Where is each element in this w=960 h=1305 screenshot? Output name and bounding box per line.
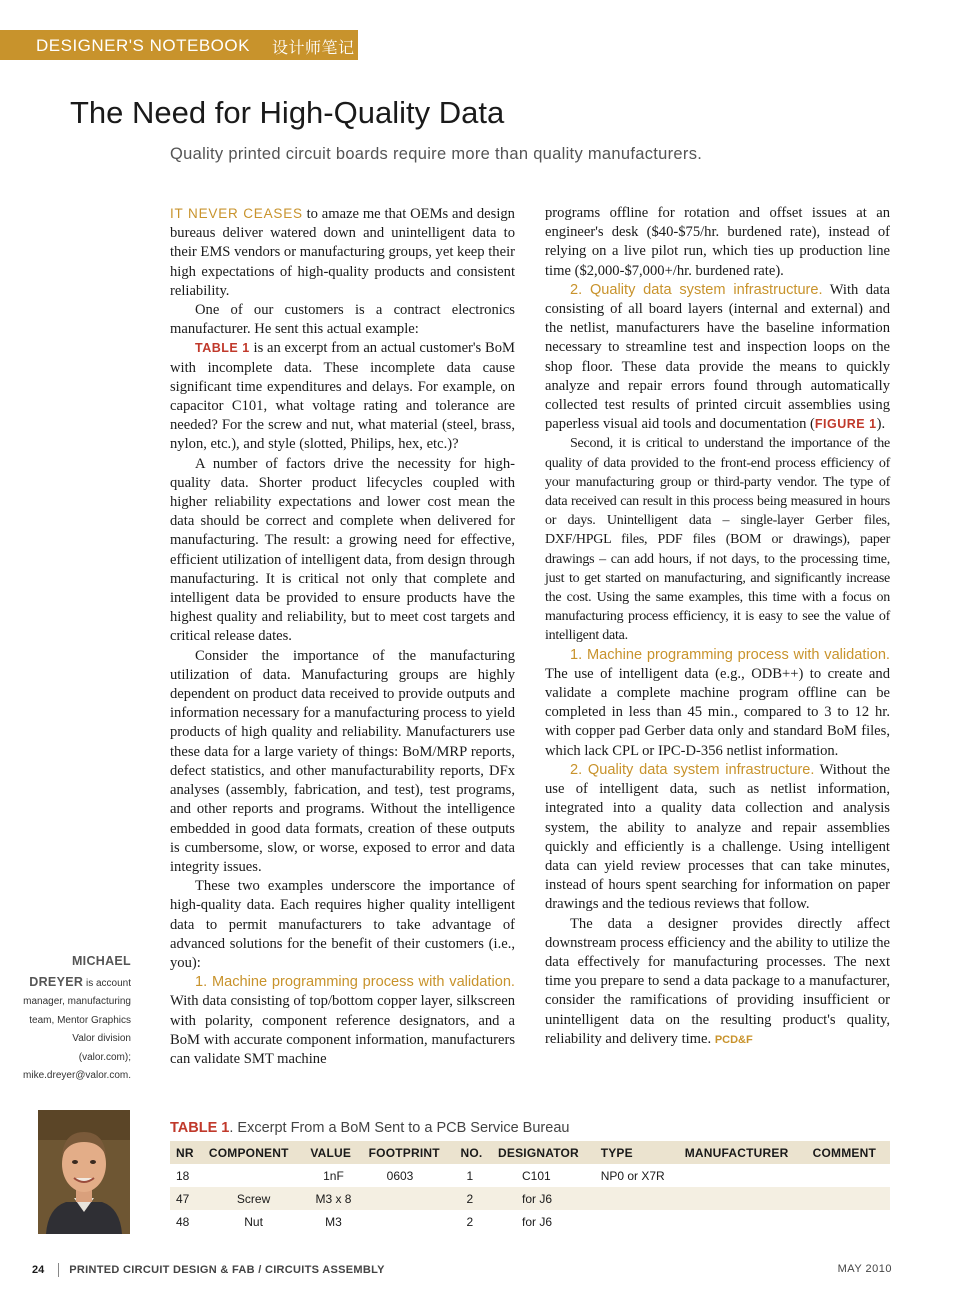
paragraph: The data a designer provides directly affect downstream process efficiency and the ability to utilize the data effectively for manufacturing processes. The next time you prepare to send a data package to a manufacturer, consider the ramifications of providing insufficient or unintelligent data on the resulting product's quality, reliability and delivery time. PCD&F xyxy=(545,915,890,1047)
column-header: NR xyxy=(170,1141,203,1164)
column-header: FOOTPRINT xyxy=(363,1141,455,1164)
table-cell xyxy=(807,1187,890,1210)
issue-date: MAY 2010 xyxy=(837,1263,892,1275)
table-caption: TABLE 1. Excerpt From a BoM Sent to a PCB Service Bureau xyxy=(170,1120,570,1136)
table-cell: M3 xyxy=(325,1214,342,1229)
table-cell: Nut xyxy=(244,1214,263,1229)
table-cell: 0603 xyxy=(386,1168,414,1183)
paragraph: programs offline for rotation and offset issues at an engineer's desk ($40-$75/hr. burdened rate), instead of relying on a live pilot run, which ties up production line time ($2,000-$7,000+/hr. burdened rate). xyxy=(545,205,890,279)
publication-name: PRINTED CIRCUIT DESIGN & FAB / CIRCUITS ASSEMBLY xyxy=(69,1263,385,1276)
table-cell xyxy=(203,1164,304,1187)
author-portrait-image xyxy=(38,1110,130,1234)
table-reference: TABLE 1 xyxy=(195,341,250,356)
table-cell xyxy=(679,1164,807,1187)
column-header: DESIGNATOR xyxy=(492,1141,595,1164)
table-cell xyxy=(679,1210,807,1233)
table-cell: NP0 or X7R xyxy=(600,1168,665,1183)
author-bio: MICHAEL DREYER is account manager, manufacturing team, Mentor Graphics Valor division (valor.com); mike.dreyer@valor.com. xyxy=(23,954,131,1081)
lead-in: IT NEVER CEASES xyxy=(170,206,303,221)
table-cell: M3 x 8 xyxy=(304,1187,362,1210)
paragraph: A number of factors drive the necessity for high-quality data. Shorter product lifecycles coupled with higher reliability expectations and lower cost mean the data should be correct and complete when delivered for manufacturing. The result: a growing need for effective, efficient utilization of intelligent data, from design through manufacturing. It is critical not only that complete and intelligent data be provided to ensure products have the highest quality and reliability, but to meet cost targets and critical release dates. xyxy=(170,455,515,645)
table-cell: 18 xyxy=(176,1168,190,1183)
paragraph: 1. Machine programming process with validation. The use of intelligent data (e.g., ODB++) to create and validate a complete machine program offline can be completed in less than 45 min., compared to 3 to 12 hr. with copper pad Gerber data only and standard BoM files, which lack CPL or IPC-D-356 netlist information. xyxy=(545,646,890,759)
figure-reference: FIGURE 1 xyxy=(814,417,877,432)
subhead: 1. Machine programming process with validation. xyxy=(195,974,515,991)
article-column-1 xyxy=(170,204,515,1069)
paragraph: 1. Machine programming process with validation. With data consisting of top/bottom copper layer, silkscreen with polarity, component reference designators, and a BoM with accurate component information, manufacturers can validate SMT machine xyxy=(170,974,515,1067)
footer-divider xyxy=(58,1263,59,1277)
table-cell xyxy=(807,1210,890,1233)
column-header: NO. xyxy=(455,1141,493,1164)
table-header-row xyxy=(170,1141,890,1164)
subhead: 2. Quality data system infrastructure. xyxy=(570,761,815,778)
table-cell xyxy=(363,1210,455,1233)
page-footer xyxy=(32,1263,892,1277)
column-header: MANUFACTURER xyxy=(679,1141,807,1164)
article-title: The Need for High-Quality Data xyxy=(70,95,505,130)
column-header: COMPONENT xyxy=(203,1141,304,1164)
paragraph: Second, it is critical to understand the importance of the quality of data provided to the front-end process efficiency of your manufacturing group or third-party vendor. The type of data received can result in this process being measured in hours or days. Unintelligent data – single-layer Gerber files, DXF/HPGL files, PDF files (BOM or drawings), paper drawings – can add hours, if not days, to the processing time, just to get started on manufacturing, and significantly increase the cost. Using the same examples, this time with a focus on manufacturing process efficiency, it is easy to see the value of intelligent data. xyxy=(545,436,890,644)
subhead: 2. Quality data system infrastructure. xyxy=(570,281,823,298)
table-row xyxy=(170,1210,890,1233)
table-cell: 48 xyxy=(176,1214,190,1229)
article-subtitle: Quality printed circuit boards require more than quality manufacturers. xyxy=(170,145,703,163)
column-header: VALUE xyxy=(304,1141,362,1164)
end-mark: PCD&F xyxy=(714,1033,753,1046)
article-column-2 xyxy=(545,204,890,1050)
table-cell xyxy=(807,1164,890,1187)
paragraph: TABLE 1 is an excerpt from an actual customer's BoM with incomplete data. These incomplete data cause significant time expenditures and delays. For example, on capacitor C101, what voltage rating and tolerance are needed? For the screw and nut, what material (steel, brass, nylon, etc.), and style (slotted, Philips, hex, etc.)? xyxy=(170,340,515,453)
table-cell: 2 xyxy=(466,1214,474,1229)
table-cell: C101 xyxy=(522,1168,551,1183)
author-last-name: DREYER xyxy=(29,974,84,989)
table-cell: for J6 xyxy=(522,1214,553,1229)
table-cell xyxy=(595,1210,679,1233)
table-cell xyxy=(595,1187,679,1210)
table-cell xyxy=(363,1187,455,1210)
column-header: COMMENT xyxy=(807,1141,890,1164)
paragraph: Consider the importance of the manufacturing utilization of data. Manufacturing groups are highly dependent on product data received to provide outputs and information necessary for a manufacturing process to yield products of high quality and reliability. Manufacturers use these data for a large variety of things: BoM/MRP reports, defect statistics, and other manufacturability reports, DFx analyses (assembly, fabrication, and test), test programs, and other reports and programs. Without the intelligence embedded in good data formats, creation of these outputs is cumbersome, slow, or worse, exposed to error and data integrity issues. xyxy=(170,647,515,875)
paragraph: 2. Quality data system infrastructure. Without the use of intelligent data, such as netlist information, integrated into a quality data collection and analysis system, the ability to analyze and repair assemblies quickly and efficiently is a challenge. Using intelligent data can yield review processes that can take minutes, instead of hours spent searching for information on paper drawings and the tedious reviews that follow. xyxy=(545,761,891,913)
table-row xyxy=(170,1187,890,1210)
table-cell: 47 xyxy=(170,1187,203,1210)
table-cell: for J6 xyxy=(492,1187,595,1210)
section-tab xyxy=(0,30,358,60)
bom-table xyxy=(170,1141,890,1233)
page-number: 24 xyxy=(32,1263,45,1276)
paragraph: One of our customers is a contract electronics manufacturer. He sent this actual example: xyxy=(170,302,515,338)
subhead: 1. Machine programming process with validation. xyxy=(570,646,890,663)
table-cell: Screw xyxy=(203,1187,304,1210)
table-row xyxy=(170,1164,890,1187)
section-label-chinese: 设计师笔记 xyxy=(272,38,355,57)
paragraph: IT NEVER CEASES to amaze me that OEMs and design bureaus deliver watered down and unintelligent data to their EMS vendors or manufacturing groups, yet keep their high expectations of high-quality products and consistent reliability. xyxy=(170,206,515,299)
section-label: DESIGNER'S NOTEBOOK xyxy=(36,36,250,55)
paragraph: 2. Quality data system infrastructure. With data consisting of all board layers (internal and external) and the netlist, manufacturers have the baseline information necessary to streamline test and inspection loops on the shop floor. These data provide the means to quickly analyze and repair errors found through automatically collected test results of printed circuit assemblies using paperless visual aid tools and documentation (FIGURE 1). xyxy=(545,281,890,433)
table-cell: 1nF xyxy=(323,1168,344,1183)
paragraph: These two examples underscore the importance of high-quality data. Each requires higher quality intelligent data to permit manufacturers to take advantage of advanced solutions for the benefit of their customers (i.e., you): xyxy=(170,878,515,971)
author-photo xyxy=(38,1110,130,1234)
author-first-name: MICHAEL xyxy=(71,954,131,968)
column-header: TYPE xyxy=(595,1141,679,1164)
table-cell: 1 xyxy=(466,1168,474,1183)
author-bio-text: account manager, manufacturing team, Mentor Graphics Valor division (valor.com); mike.dreyer@valor.com. xyxy=(23,977,131,1081)
table-cell xyxy=(679,1187,807,1210)
table-label: TABLE 1 xyxy=(170,1120,230,1136)
table-cell: 2 xyxy=(455,1187,493,1210)
